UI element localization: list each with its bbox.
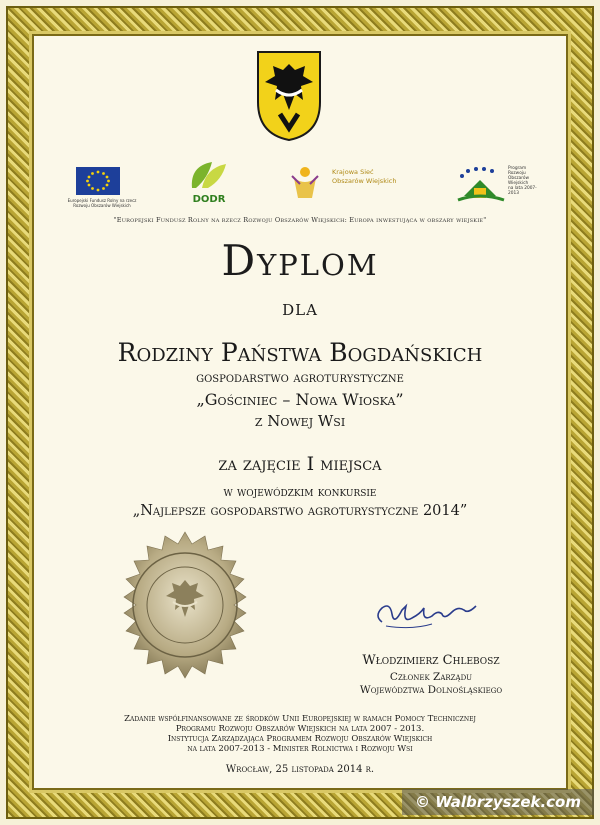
ksow-person-icon: [290, 166, 320, 200]
eu-flag-icon: [76, 167, 120, 195]
footer-line-4: na lata 2007-2013 - Minister Rolnictwa i Rozwoju Wsi: [187, 744, 413, 754]
ksow-logo: [290, 166, 420, 200]
prow-line2: Rozwoju: [508, 171, 526, 176]
farm-location: z Nowej Wsi: [254, 412, 346, 430]
site-watermark: © Walbrzyszek.com: [402, 789, 594, 815]
ksow-line1: Krajowa Sieć: [332, 168, 374, 176]
eu-caption-line2: Rozwoju Obszarów Wiejskich: [73, 203, 131, 208]
signatory-role: Członek Zarządu: [389, 671, 473, 683]
prow-house-icon: [456, 166, 506, 202]
footer-line-1: Zadanie współfinansowane ze środków Unii Europejskiej w ramach Pomocy Technicznej: [124, 714, 476, 724]
farm-type: gospodarstwo agroturystyczne: [196, 370, 404, 386]
contest-name: „Najlepsze gospodarstwo agroturystyczne 2014”: [132, 503, 468, 519]
farm-name: „Gościniec – Nowa Wioska”: [196, 390, 404, 409]
coat-of-arms-icon: [256, 50, 322, 142]
footer-line-2: Programu Rozwoju Obszarów Wiejskich na lata 2007 - 2013.: [175, 724, 425, 734]
dodr-label: DODR: [192, 194, 226, 205]
program-motto: "Europejski Fundusz Rolny na rzecz Rozwoju Obszarów Wiejskich: Europa inwestująca w obszary wiejskie": [113, 216, 487, 224]
prow-logo: [456, 166, 546, 210]
ksow-line2: Obszarów Wiejskich: [332, 177, 397, 185]
signatory-name: Włodzimierz Chlebosz: [362, 653, 500, 668]
contest-intro: w wojewódzkim konkursie: [223, 484, 377, 500]
dodr-leaf-icon: [186, 160, 232, 190]
recipient-name: Rodziny Państwa Bogdańskich: [117, 338, 483, 367]
eu-caption: [62, 198, 142, 208]
handwritten-signature: [372, 596, 482, 636]
eu-flag-logo: [76, 167, 120, 195]
prow-line4: Wiejskich: [508, 181, 529, 186]
prow-line3: Obszarów: [508, 176, 530, 181]
eu-caption-line1: Europejski Fundusz Rolny na rzecz: [67, 198, 137, 203]
award-place: za zajęcie I miejsca: [218, 453, 382, 475]
signatory-office: Województwa Dolnośląskiego: [359, 684, 503, 696]
prow-line1: Program: [508, 166, 527, 171]
prow-line5: na lata 2007-2013: [508, 186, 537, 196]
dodr-logo: [186, 160, 232, 205]
issue-date: Wrocław, 25 listopada 2014 r.: [225, 764, 375, 775]
diploma-title: Dyplom: [221, 236, 379, 285]
prow-caption: [508, 166, 546, 196]
official-seal-icon: [110, 530, 260, 680]
for-label: dla: [282, 296, 318, 321]
footer-line-3: Instytucja Zarządzająca Programem Rozwoju Obszarów Wiejskich: [167, 734, 433, 744]
